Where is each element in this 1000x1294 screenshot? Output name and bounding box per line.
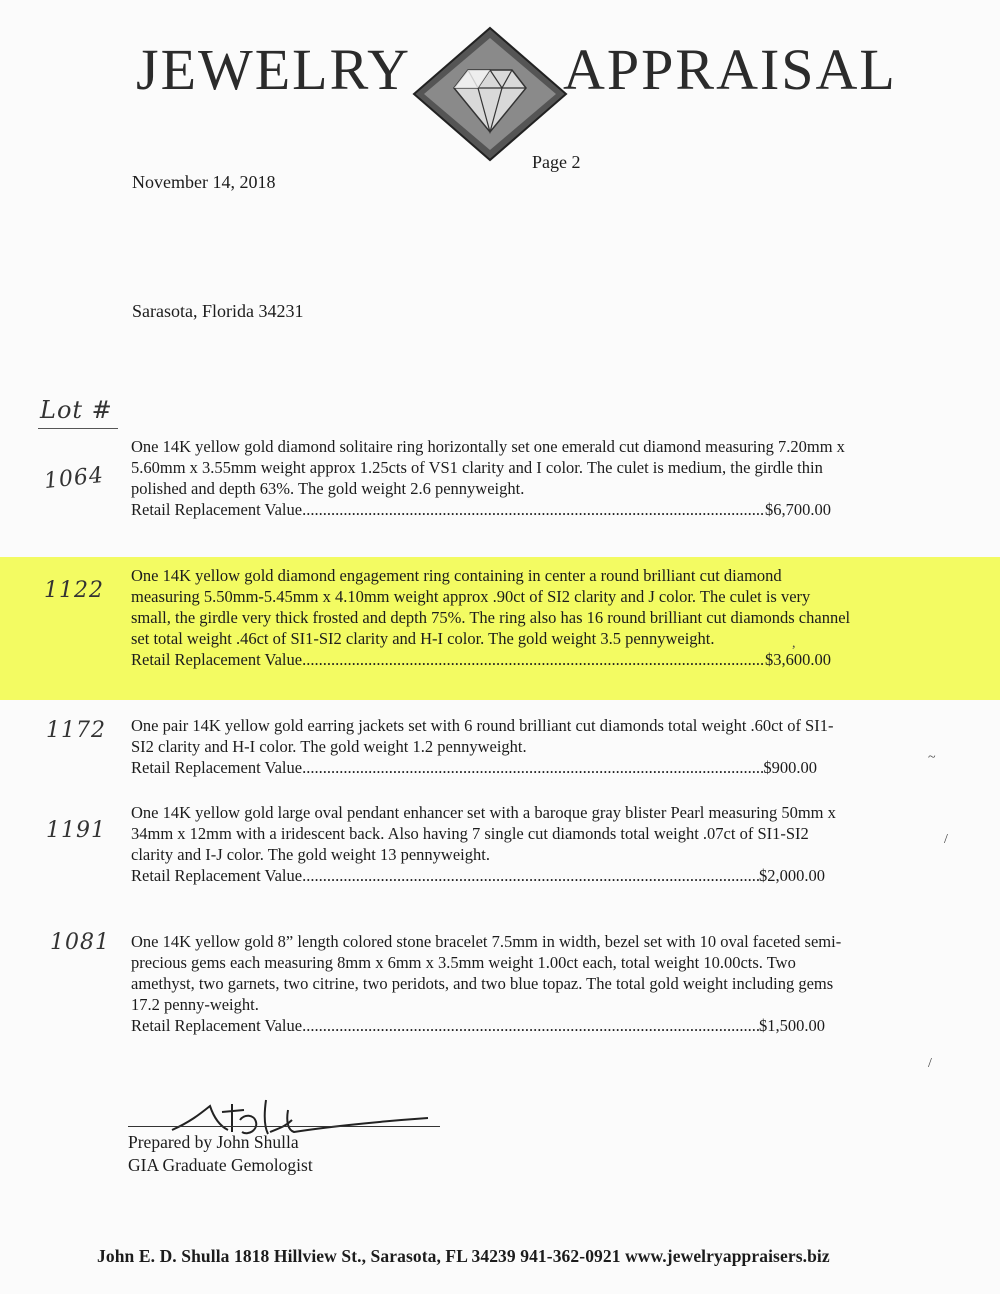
item-description: One 14K yellow gold diamond solitaire ring horizontally set one emerald cut diamond measuring 7.20mm x 5.60mm x 3.55mm weight approx 1.25cts of VS1 clarity and I color. The culet is medium, the girdle thin polished and depth 63%. The gold weight 2.6 pennyweight. — [131, 437, 845, 498]
document-date: November 14, 2018 — [132, 172, 276, 192]
value-label: Retail Replacement Value — [131, 758, 303, 777]
item-value: $6,700.00 — [765, 500, 831, 519]
footer-contact: John E. D. Shulla 1818 Hillview St., Sarasota, FL 34239 941-362-0921 www.jewelryappraisers.biz — [97, 1246, 830, 1266]
value-row — [131, 649, 831, 670]
value-label: Retail Replacement Value — [131, 866, 303, 885]
value-row — [131, 757, 817, 778]
value-row — [131, 865, 825, 886]
diamond-gem-icon — [410, 24, 570, 164]
value-label: Retail Replacement Value — [131, 1016, 303, 1035]
appraisal-page: JEWELRY APPRAISAL Page 2 November 14, 2018 Sarasota, Florida 34231 Lot # 1064 1122 1172 1191 1081 One 14K yellow gold diamond solitaire ring horizontally set one emerald cut diamond measuring 7.20mm x 5.60mm x 3.55mm weight approx 1.25cts of VS1 clarity and I color. The culet is medium, the girdle thin polished and depth 63%. The gold weight 2.6 pennyweight. Retail Replacement Value ..... $6,700.00 One 14K yellow gold diamond engagement ring containing in center a round brilliant cut diamond measuring 5.50mm-5.45mm x 4.10mm weight approx .90ct of SI2 clarity and J color. The culet is very small, the girdle very thick frosted and depth 75%. The ring also has 16 round brilliant cut diamonds channel set total weight .46ct of SI1-SI2 clarity and H-I color. The gold weight 3.5 pennyweight. Retail Replacement Value ..... $3,600.00 One pair 14K yellow gold earring jackets set with 6 round brilliant cut diamonds total weight .60ct of SI1-SI2 clarity and H-I color. The gold weight 1.2 pennyweight. Retail Replacement Value ..... $900.00 One 14K yellow gold large oval pendant enhancer set with a baroque gray blister Pearl measuring 50mm x 34mm x 12mm with a iridescent back. Also having 7 single cut diamonds total weight .07ct of SI1-SI2 clarity and I-J color. The gold weight 13 pennyweight. Retail Replacement Value ..... $2,000.00 One 14K yellow gold 8” length colored stone bracelet 7.5mm in width, bezel set with 10 oval faceted semi-precious gems each measuring 8mm x 6mm x 3.5mm weight 1.00ct each, total weight 10.00cts. Two amethyst, two garnets, two citrine, two peridots, and two blue topaz. The total gold weight including gems 17.2 penny-weight. Retail Replacement Value ..... $1,500.00 Prepared by John Shulla GIA Graduate Gemologist John E. D. Shulla 1818 Hillview St., Sarasota, FL 34239 941-362-0921 www.jewelryappraisers.biz , ~ / / — [0, 0, 1000, 1294]
appraisal-item — [131, 802, 851, 886]
value-label: Retail Replacement Value — [131, 500, 303, 519]
signature-line — [128, 1126, 440, 1127]
client-address: Sarasota, Florida 34231 — [132, 301, 304, 321]
lot-number: 1172 — [46, 718, 106, 743]
signature-block — [128, 1131, 313, 1177]
item-description: One 14K yellow gold 8” length colored stone bracelet 7.5mm in width, bezel set with 10 oval faceted semi-precious gems each measuring 8mm x 6mm x 3.5mm weight 1.00ct each, total weight 10.00cts. Two amethyst, two garnets, two citrine, two peridots, and two blue topaz. The total gold weight including gems 17.2 penny-weight. — [131, 932, 842, 1014]
appraisal-item — [131, 715, 851, 778]
appraiser-title: GIA Graduate Gemologist — [128, 1155, 313, 1175]
header-word-right: APPRAISAL — [563, 37, 897, 102]
item-description: One pair 14K yellow gold earring jackets set with 6 round brilliant cut diamonds total weight .60ct of SI1-SI2 clarity and H-I color. The gold weight 1.2 pennyweight. — [131, 716, 834, 756]
item-value: $1,500.00 — [759, 1016, 825, 1035]
lot-number: 1122 — [44, 578, 104, 603]
item-value: $900.00 — [763, 758, 817, 777]
appraisal-item — [131, 931, 851, 1036]
item-value: $3,600.00 — [765, 650, 831, 669]
header-word-left: JEWELRY — [136, 37, 411, 102]
appraisal-item — [131, 436, 851, 520]
item-value: $2,000.00 — [759, 866, 825, 885]
value-row — [131, 499, 831, 520]
lot-number: 1064 — [42, 462, 106, 495]
item-description: One 14K yellow gold large oval pendant enhancer set with a baroque gray blister Pearl measuring 50mm x 34mm x 12mm with a iridescent back. Also having 7 single cut diamonds total weight .07ct of SI1-SI2 clarity and I-J color. The gold weight 13 pennyweight. — [131, 803, 836, 864]
value-label: Retail Replacement Value — [131, 650, 303, 669]
lot-number: 1191 — [46, 818, 106, 843]
value-row — [131, 1015, 825, 1036]
lot-number: 1081 — [50, 930, 110, 955]
page-number: Page 2 — [532, 152, 581, 172]
item-description: One 14K yellow gold diamond engagement ring containing in center a round brilliant cut diamond measuring 5.50mm-5.45mm x 4.10mm weight approx .90ct of SI2 clarity and J color. The culet is very small, the girdle very thick frosted and depth 75%. The ring also has 16 round brilliant cut diamonds channel set total weight .46ct of SI1-SI2 clarity and H-I color. The gold weight 3.5 pennyweight. — [131, 566, 851, 648]
prepared-by: Prepared by John Shulla — [128, 1132, 299, 1152]
appraisal-item-highlighted — [131, 565, 851, 670]
handwritten-lot-label: Lot # — [40, 396, 113, 424]
handwritten-underline — [38, 428, 118, 429]
